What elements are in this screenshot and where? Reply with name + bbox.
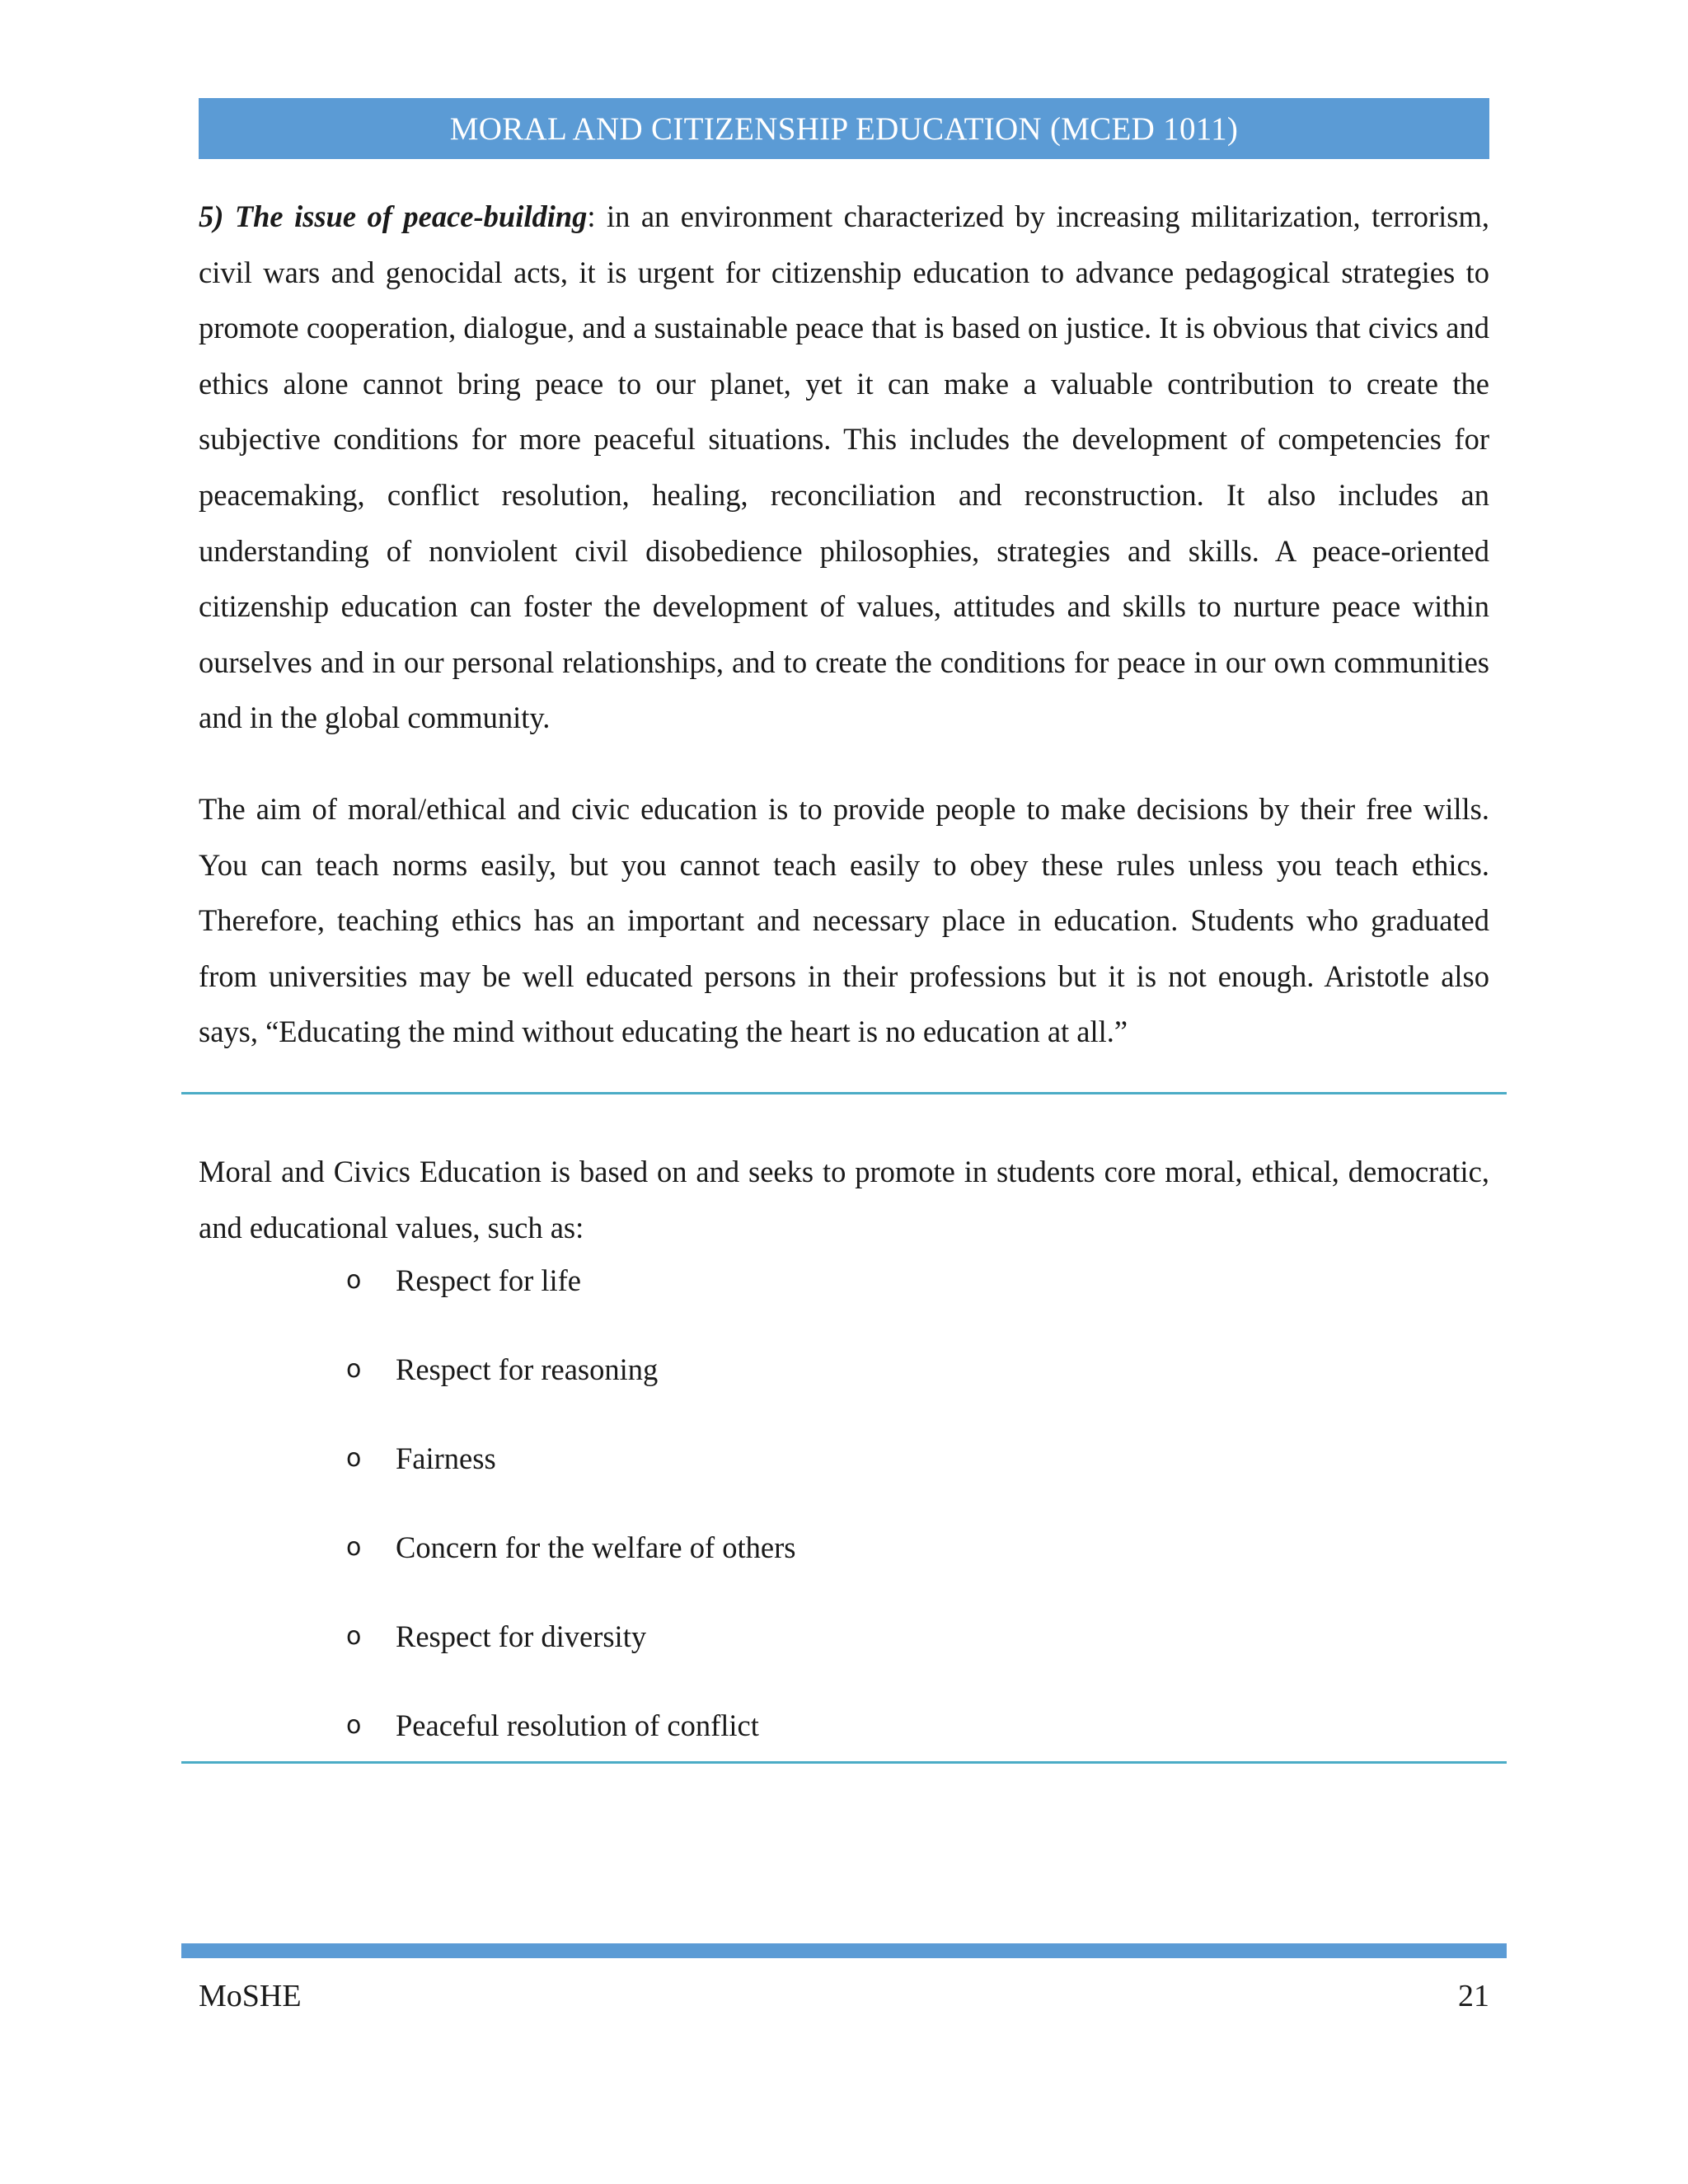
peace-building-paragraph: [199, 189, 1489, 746]
box-top-rule: [181, 1092, 1507, 1094]
list-item: [346, 1612, 795, 1701]
value-label: Respect for life: [396, 1263, 581, 1297]
box-bottom-rule: [181, 1761, 1507, 1764]
peace-building-heading: 5) The issue of peace-building: [199, 199, 588, 233]
footer-bar: [181, 1943, 1507, 1958]
list-item: [346, 1256, 795, 1345]
bullet-icon: o: [346, 1533, 362, 1562]
page-header-band: [199, 98, 1489, 159]
value-label: Concern for the welfare of others: [396, 1530, 796, 1564]
value-label: Respect for reasoning: [396, 1352, 659, 1386]
list-item: [346, 1701, 795, 1790]
bullet-icon: o: [346, 1711, 362, 1740]
list-item: [346, 1434, 795, 1523]
bullet-icon: o: [346, 1355, 362, 1384]
value-label: Peaceful resolution of conflict: [396, 1708, 759, 1742]
peace-building-body: : in an environment characterized by increasing militarization, terrorism, civil wars and genocidal acts, it is urgent for citizenship education to advance pedagogical strategies to promote cooperation, dialogue, and a sustainable peace that is based on justice. It is obvious that civics and ethics alone cannot bring peace to our planet, yet it can make a valuable contribution to create the subjective conditions for more peaceful situations. This includes the development of competencies for peacemaking, conflict resolution, healing, reconciliation and reconstruction. It also includes an understanding of nonviolent civil disobedience philosophies, strategies and skills. A peace-oriented citizenship education can foster the development of values, attitudes and skills to nurture peace within ourselves and in our personal relationships, and to create the conditions for peace in our own communities and in the global community.: [199, 199, 1490, 735]
list-item: [346, 1523, 795, 1612]
bullet-icon: o: [346, 1444, 362, 1473]
value-label: Fairness: [396, 1441, 496, 1475]
bullet-icon: o: [346, 1266, 362, 1295]
list-item: [346, 1345, 795, 1434]
page-number: 21: [1458, 1979, 1489, 2013]
value-label: Respect for diversity: [396, 1619, 647, 1653]
core-values-list: [346, 1256, 795, 1790]
values-intro-paragraph: Moral and Civics Education is based on and seeks to promote in students core moral, ethical, democratic, and educational values, such as:: [199, 1155, 1489, 1244]
footer-publisher: MoSHE: [199, 1979, 302, 2013]
aim-paragraph: The aim of moral/ethical and civic education is to provide people to make decisions by their free wills. You can teach norms easily, but you cannot teach easily to obey these rules unless you teach ethics. Therefore, teaching ethics has an important and necessary place in education. Students who graduated from universities may be well educated persons in their professions but it is not enough. Aristotle also says, “Educating the mind without educating the heart is no education at all.”: [199, 792, 1489, 1049]
bullet-icon: o: [346, 1622, 362, 1651]
page-header-title: MORAL AND CITIZENSHIP EDUCATION (MCED 1011): [449, 110, 1239, 147]
